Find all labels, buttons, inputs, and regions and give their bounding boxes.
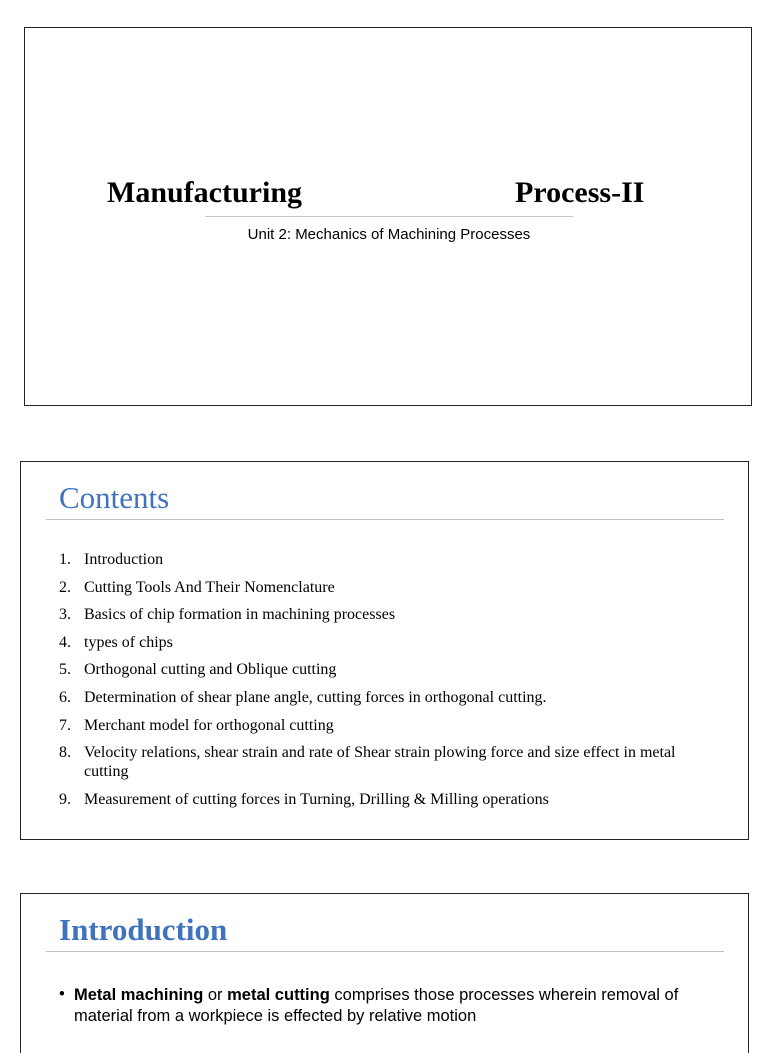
bullet-point xyxy=(59,985,719,1027)
item-text: types of chips xyxy=(84,633,173,651)
item-number: 3. xyxy=(59,606,71,624)
item-number: 5. xyxy=(59,661,71,679)
list-item xyxy=(59,660,719,679)
list-item xyxy=(59,550,719,569)
bullet-text xyxy=(59,985,719,1027)
introduction-heading: Introduction xyxy=(59,912,228,947)
item-text: Determination of shear plane angle, cutting forces in orthogonal cutting. xyxy=(84,688,547,706)
item-number: 8. xyxy=(59,744,71,762)
title-manufacturing: Manufacturing xyxy=(107,176,302,209)
slide-subtitle: Unit 2: Mechanics of Machining Processes xyxy=(247,226,531,243)
list-item xyxy=(59,743,719,781)
bullet-body: comprises those processes wherein removal of material from a workpiece is effected by relative motion xyxy=(74,986,679,1025)
item-number: 7. xyxy=(59,716,71,734)
list-item xyxy=(59,605,719,624)
item-number: 6. xyxy=(59,688,71,706)
contents-list xyxy=(59,550,719,817)
heading-divider xyxy=(46,951,724,952)
heading-divider xyxy=(46,519,724,520)
item-number: 2. xyxy=(59,578,71,596)
contents-heading: Contents xyxy=(59,480,170,515)
bullet-connector: or xyxy=(203,986,228,1004)
list-item xyxy=(59,716,719,735)
introduction-slide xyxy=(20,893,749,1053)
item-text: Velocity relations, shear strain and rate of Shear strain plowing force and size effect in metal cutting xyxy=(84,744,676,781)
bullet-icon: • xyxy=(59,985,65,1003)
item-text: Measurement of cutting forces in Turning, Drilling & Milling operations xyxy=(84,790,549,808)
item-text: Orthogonal cutting and Oblique cutting xyxy=(84,661,337,679)
item-number: 1. xyxy=(59,551,71,568)
list-item xyxy=(59,790,719,809)
list-item xyxy=(59,688,719,707)
item-number: 9. xyxy=(59,790,71,808)
contents-slide xyxy=(20,461,749,840)
item-text: Introduction xyxy=(84,551,164,568)
item-text: Merchant model for orthogonal cutting xyxy=(84,716,334,734)
list-item xyxy=(59,578,719,597)
item-text: Basics of chip formation in machining processes xyxy=(84,606,396,624)
bold-term: Metal machining xyxy=(74,986,204,1004)
bold-term: metal cutting xyxy=(227,986,330,1004)
title-divider xyxy=(205,216,573,217)
item-number: 4. xyxy=(59,633,71,651)
title-slide xyxy=(24,27,752,406)
item-text: Cutting Tools And Their Nomenclature xyxy=(84,578,335,596)
title-process-ii: Process-II xyxy=(515,176,645,209)
list-item xyxy=(59,633,719,652)
